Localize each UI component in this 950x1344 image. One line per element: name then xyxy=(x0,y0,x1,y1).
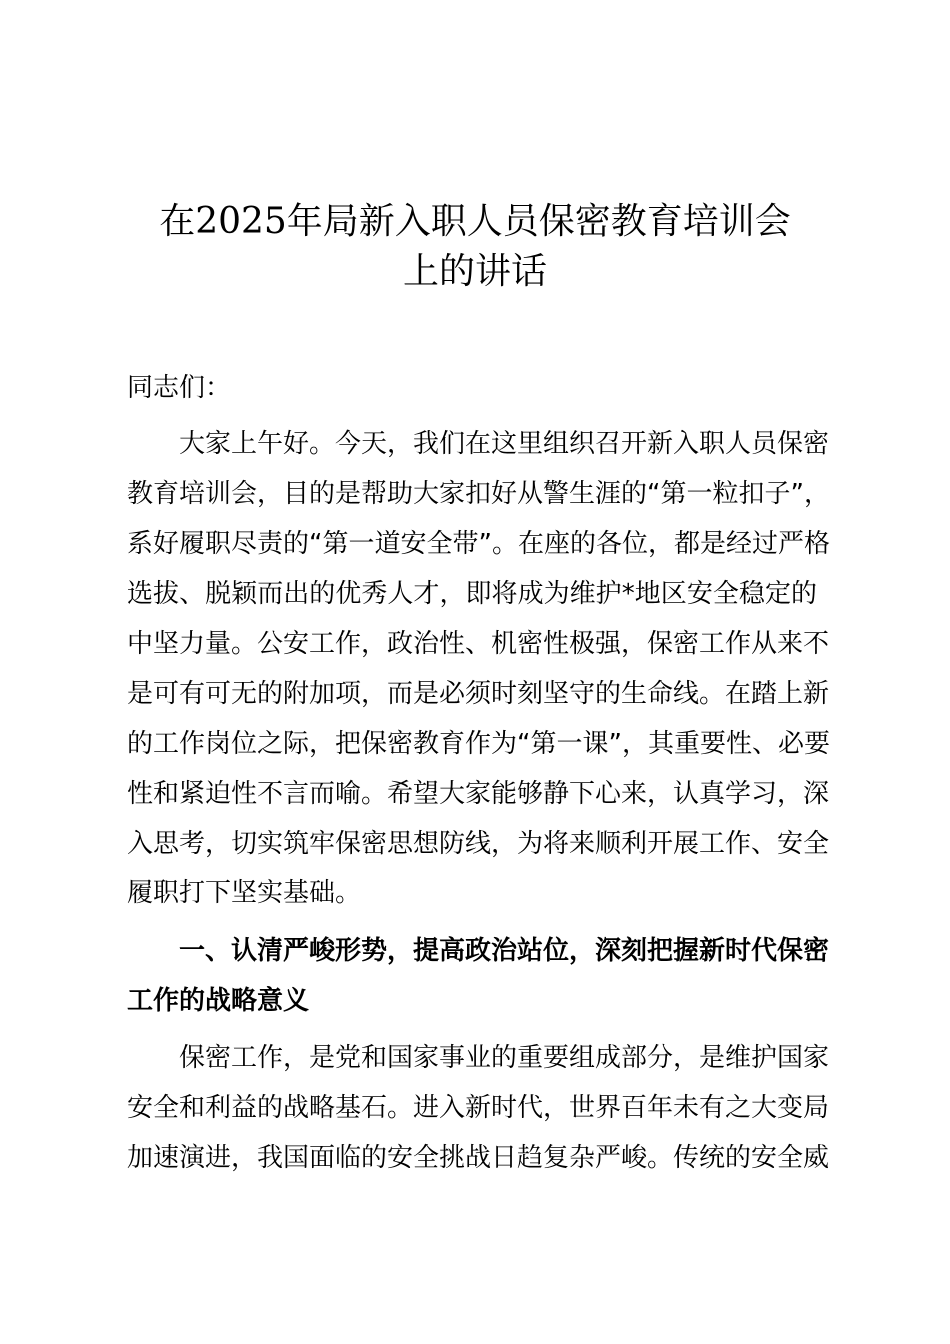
text-line: 性和紧迫性不言而喻。希望大家能够静下心来，认真学习，深 xyxy=(127,779,830,809)
text-line: 大家上午好。今天，我们在这里组织召开新入职人员保密 xyxy=(179,429,830,459)
text-line: 保密工作，是党和国家事业的重要组成部分，是维护国家 xyxy=(179,1043,830,1073)
heading-line: 工作的战略意义 xyxy=(127,986,310,1016)
text-line: 安全和利益的战略基石。进入新时代，世界百年未有之大变局 xyxy=(127,1093,830,1123)
document-title-line-1: 在2025年局新入职人员保密教育培训会 xyxy=(159,201,791,242)
text-line: 入思考，切实筑牢保密思想防线，为将来顺利开展工作、安全 xyxy=(127,829,830,859)
text-line: 的工作岗位之际，把保密教育作为“第一课”，其重要性、必要 xyxy=(127,729,830,759)
text-line: 系好履职尽责的“第一道安全带”。在座的各位，都是经过严格 xyxy=(127,529,830,559)
heading-line: 一、认清严峻形势，提高政治站位，深刻把握新时代保密 xyxy=(179,936,830,966)
text-line: 加速演进，我国面临的安全挑战日趋复杂严峻。传统的安全威 xyxy=(127,1143,830,1173)
text-line: 是可有可无的附加项，而是必须时刻坚守的生命线。在踏上新 xyxy=(127,679,830,709)
greeting: 同志们： xyxy=(127,373,232,403)
text-line: 选拔、脱颖而出的优秀人才，即将成为维护*地区安全稳定的 xyxy=(127,579,817,609)
document-title-line-2: 上的讲话 xyxy=(402,251,547,292)
text-line: 中坚力量。公安工作，政治性、机密性极强，保密工作从来不 xyxy=(127,629,830,659)
text-line: 履职打下坚实基础。 xyxy=(127,878,362,908)
text-line: 教育培训会，目的是帮助大家扣好从警生涯的“第一粒扣子”， xyxy=(127,479,830,509)
